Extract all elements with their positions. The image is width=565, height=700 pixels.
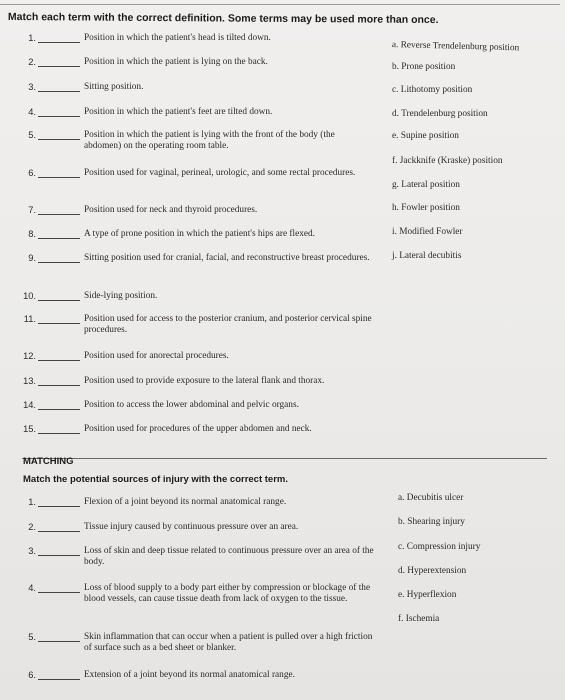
item-number: 3. [28, 82, 36, 92]
answer-blank[interactable] [38, 360, 80, 361]
answer-blank[interactable] [38, 238, 80, 239]
item-number: 6. [28, 670, 36, 680]
option-item: a. Reverse Trendelenburg position [391, 40, 520, 54]
item-definition: Sitting position used for cranial, facial, and reconstructive breast procedures. [84, 253, 370, 263]
item-number: 11. [23, 314, 36, 324]
answer-blank[interactable] [38, 555, 80, 556]
answer-blank[interactable] [38, 214, 80, 215]
answer-blank[interactable] [38, 300, 80, 301]
option-item: b. Prone position [392, 62, 456, 72]
item-definition: Sitting position. [84, 82, 144, 92]
option-item: b. Shearing injury [398, 517, 465, 527]
item-number: 9. [28, 253, 36, 263]
item-number: 1. [28, 497, 36, 507]
answer-blank[interactable] [38, 177, 80, 178]
item-definition: Position used to provide exposure to the lateral flank and thorax. [84, 376, 325, 386]
answer-blank[interactable] [38, 91, 80, 92]
item-number: 8. [28, 229, 36, 239]
answer-blank[interactable] [38, 323, 80, 324]
item-definition: Side-lying position. [84, 291, 158, 301]
answer-blank[interactable] [38, 385, 80, 386]
answer-blank[interactable] [38, 42, 80, 43]
item-definition: Skin inflammation that can occur when a patient is pulled over a high friction of surface such as a bed sheet or blanker. [84, 632, 373, 653]
item-definition: Position used for anorectal procedures. [84, 351, 229, 361]
answer-blank[interactable] [38, 506, 80, 507]
item-definition: Loss of blood supply to a body part either by compression or blockage of the blood vessels, can cause tissue death from lack of oxygen to the tissue. [84, 583, 371, 604]
item-definition: A type of prone position in which the patient's hips are flexed. [84, 229, 315, 239]
item-number: 3. [28, 546, 36, 556]
item-number: 6. [28, 168, 36, 178]
item-definition: Position in which the patient's feet are tilted down. [84, 107, 273, 117]
section1-instruction: Match each term with the correct definition. Some terms may be used more than once. [7, 11, 439, 27]
item-definition: Position used for access to the posterior cranium, and posterior cervical spine procedures. [84, 314, 372, 335]
item-number: 13. [23, 376, 36, 386]
section2-instruction: Match the potential sources of injury with the correct term. [23, 474, 288, 485]
item-number: 7. [28, 205, 36, 215]
item-number: 5. [28, 632, 36, 642]
section-divider [22, 458, 547, 459]
item-definition: Tissue injury caused by continuous pressure over an area. [84, 522, 299, 532]
option-item: e. Hyperflexion [398, 590, 457, 600]
answer-blank[interactable] [38, 66, 80, 67]
option-item: c. Lithotomy position [392, 85, 473, 95]
option-item: d. Trendelenburg position [392, 109, 488, 119]
option-item: f. Ischemia [398, 614, 440, 624]
item-definition: Flexion of a joint beyond its normal anatomical range. [84, 497, 287, 507]
answer-blank[interactable] [38, 116, 80, 117]
item-definition: Extension of a joint beyond its normal anatomical range. [84, 670, 295, 680]
option-item: c. Compression injury [398, 542, 481, 552]
item-definition: Position used for vaginal, perineal, urologic, and some rectal procedures. [84, 168, 356, 178]
item-number: 14. [23, 400, 36, 410]
item-number: 4. [28, 107, 36, 117]
item-number: 1. [28, 33, 36, 43]
item-definition: Position used for procedures of the upper abdomen and neck. [84, 424, 312, 434]
answer-blank[interactable] [38, 531, 80, 532]
answer-blank[interactable] [38, 592, 80, 593]
item-number: 2. [28, 522, 36, 532]
option-item: f. Jackknife (Kraske) position [392, 156, 503, 166]
answer-blank[interactable] [38, 679, 80, 680]
option-item: h. Fowler position [392, 203, 460, 213]
answer-blank[interactable] [38, 139, 80, 140]
option-item: d. Hyperextension [398, 566, 467, 576]
answer-blank[interactable] [38, 433, 80, 434]
option-item: g. Lateral position [392, 180, 460, 190]
answer-blank[interactable] [38, 262, 80, 263]
answer-blank[interactable] [38, 409, 80, 410]
section2-title: MATCHING [23, 456, 74, 467]
item-definition: Position to access the lower abdominal and pelvic organs. [84, 400, 299, 410]
option-item: a. Decubitis ulcer [398, 493, 464, 503]
top-divider [0, 4, 560, 5]
item-number: 12. [23, 351, 36, 361]
item-number: 15. [23, 424, 36, 434]
option-item: e. Supine position [392, 131, 459, 141]
option-item: i. Modified Fowler [392, 227, 463, 237]
item-number: 2. [28, 57, 36, 67]
answer-blank[interactable] [38, 641, 80, 642]
item-definition: Position in which the patient is lying with the front of the body (the abdomen) on the operating room table. [84, 130, 335, 151]
item-definition: Position in which the patient's head is tilted down. [84, 33, 271, 43]
option-item: j. Lateral decubitis [392, 251, 462, 261]
item-definition: Loss of skin and deep tissue related to continuous pressure over an area of the body. [84, 546, 374, 567]
item-number: 5. [28, 130, 36, 140]
item-definition: Position in which the patient is lying on the back. [84, 57, 268, 67]
item-number: 4. [28, 583, 36, 593]
item-definition: Position used for neck and thyroid procedures. [84, 205, 258, 215]
item-number: 10. [23, 291, 36, 301]
